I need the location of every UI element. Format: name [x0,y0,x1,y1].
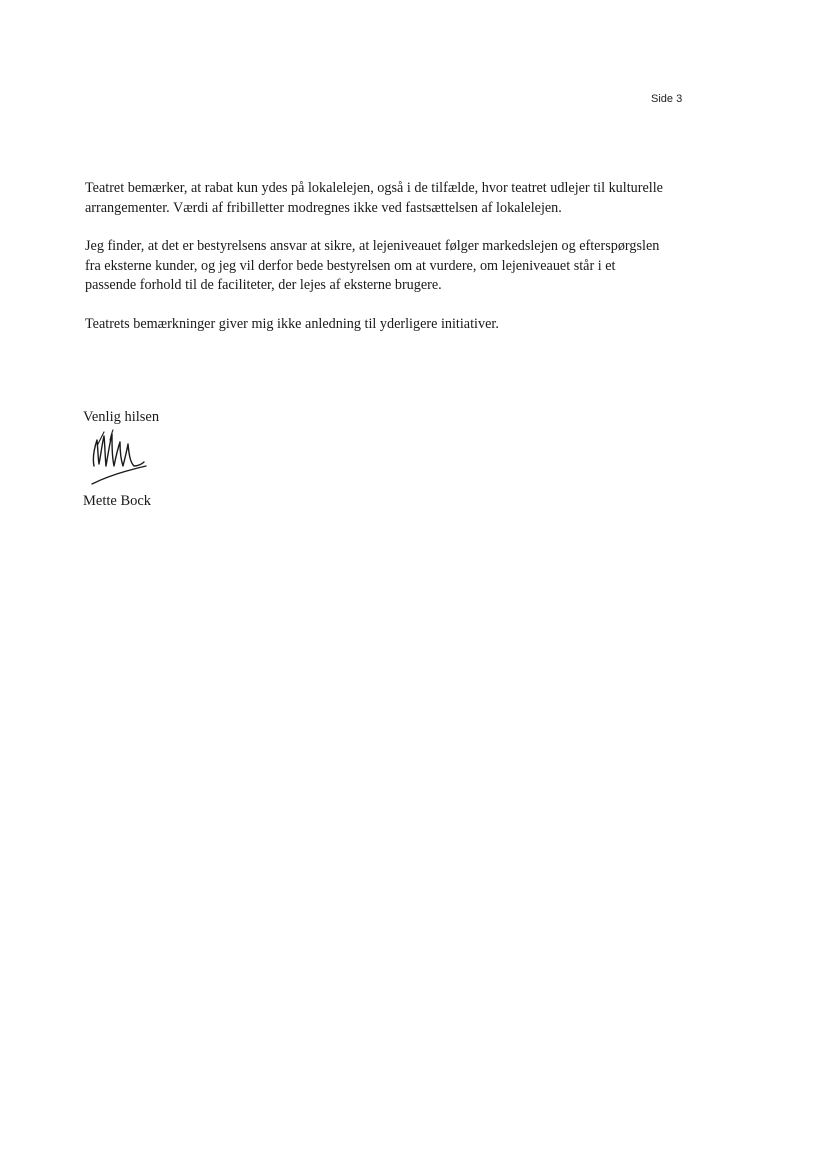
signer-name: Mette Bock [83,493,152,509]
page-number: Side 3 [651,93,683,105]
paragraph-conclusion: Teatrets bemærkninger giver mig ikke anledning til yderligere initiativer. [85,315,499,332]
paragraph-rabat: Teatret bemærker, at rabat kun ydes på lokalelejen, også i de tilfælde, hvor teatret udlejer til kulturelle arrangementer. Værdi af fribilletter modregnes ikke ved fastsættelsen af lokalelejen. [85,180,663,216]
paragraph-bestyrelse: Jeg finder, at det er bestyrelsens ansvar at sikre, at lejeniveauet følger markedslejen og efterspørgslen fra eksterne kunder, og jeg vil derfor bede bestyrelsen om at vurdere, om lejeniveauet står i et passende forhold til de faciliteter, der lejes af eksterne brugere. [85,238,660,293]
letter-body [85,179,665,353]
handwritten-signature [86,426,150,488]
closing-greeting: Venlig hilsen [83,409,160,425]
